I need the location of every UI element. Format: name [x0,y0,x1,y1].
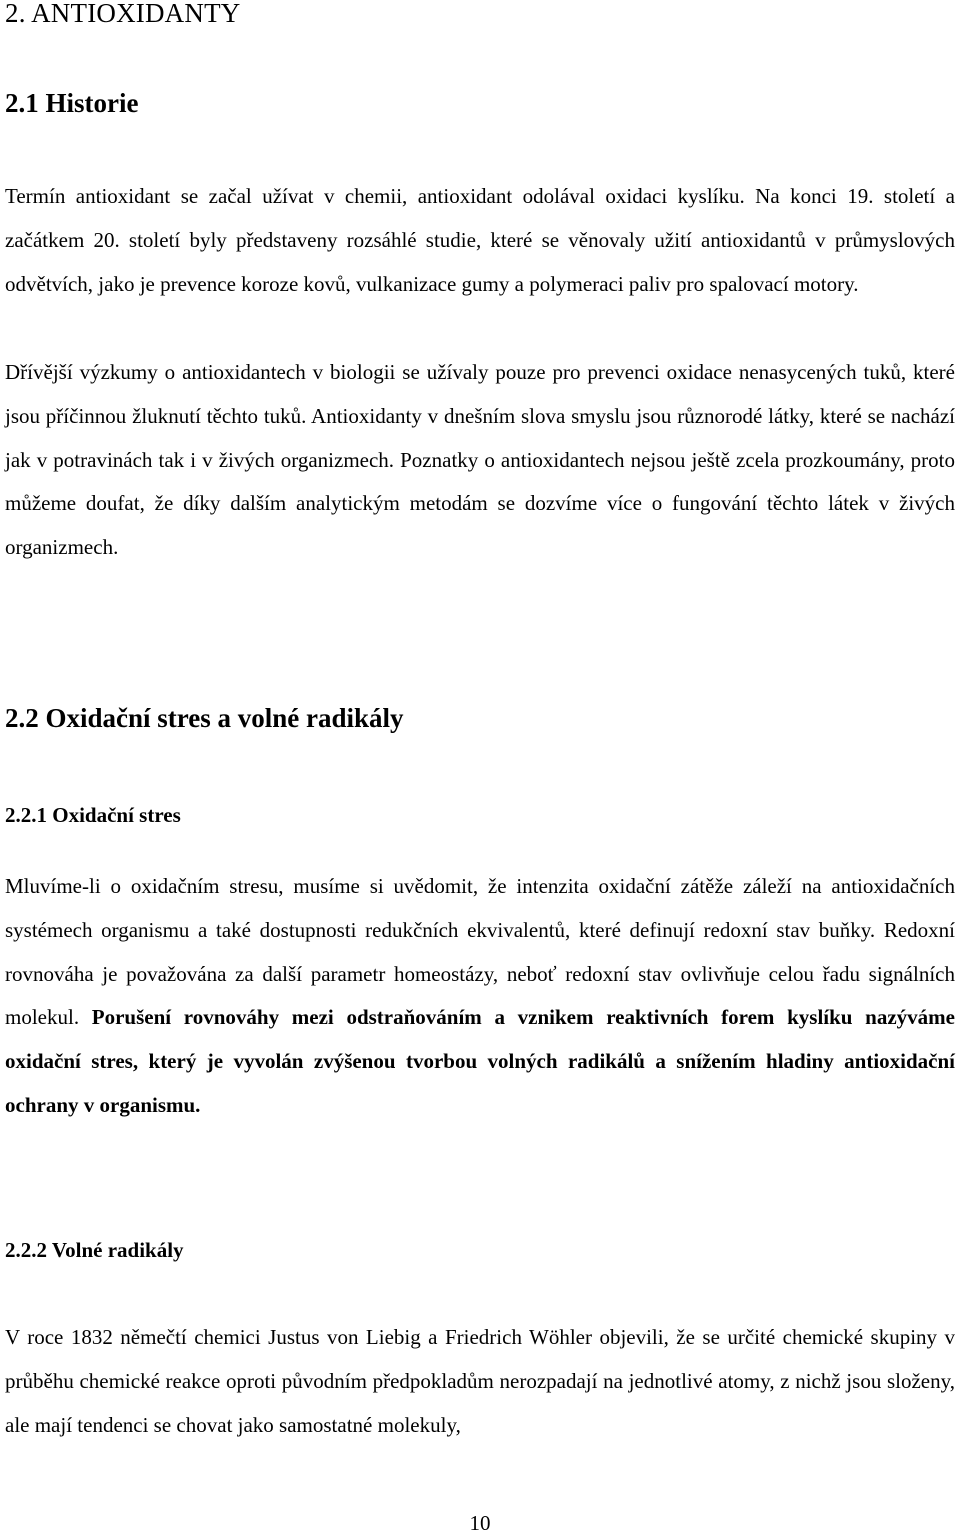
paragraph-historie-1: Termín antioxidant se začal užívat v chemii, antioxidant odolával oxidaci kyslíku. Na konci 19. století a začátkem 20. století byly představeny rozsáhlé studie, které se věnovaly užití antioxidantů v průmyslových odvětvích, jako je prevence koroze kovů, vulkanizace gumy a polymeraci paliv pro spalovací motory. [5,184,955,296]
paragraph-oxidacni-stres-bold: Porušení rovnováhy mezi odstraňováním a vznikem reaktivních forem kyslíku nazýváme oxidační stres, který je vyvolán zvýšenou tvorbou volných radikálů a snížením hladiny antioxidační ochrany v organismu. [5,1005,955,1117]
subsection-heading-oxidacni-stres: 2.2.1 Oxidační stres [5,803,181,827]
paragraph-historie-2: Dřívější výzkumy o antioxidantech v biologii se užívaly pouze pro prevenci oxidace nenasycených tuků, které jsou příčinnou žluknutí těchto tuků. Antioxidanty v dnešním slova smyslu jsou různorodé látky, které se nachází jak v potravinách tak i v živých organizmech. Poznatky o antioxidantech nejsou ještě zcela prozkoumány, proto můžeme doufat, že díky dalším analytickým metodám se dozvíme více o fungování těchto látek v živých organizmech. [5,360,955,560]
paragraph-volne-radikaly: V roce 1832 němečtí chemici Justus von Liebig a Friedrich Wöhler objevili, že se určité chemické skupiny v průběhu chemické reakce oproti původním předpokladům nerozpadají na jednotlivé atomy, z nichž jsou složeny, ale mají tendenci se chovat jako samostatné molekuly, [5,1325,955,1437]
subsection-heading-volne-radikaly: 2.2.2 Volné radikály [5,1238,184,1262]
chapter-heading: 2. ANTIOXIDANTY [5,0,241,28]
page-number: 10 [469,1511,491,1535]
paragraph-oxidacni-stres [5,865,955,1128]
section-heading-oxidacni-stres: 2.2 Oxidační stres a volné radikály [5,703,404,733]
section-heading-historie: 2.1 Historie [5,88,139,118]
paragraph-oxidacni-stres-plain: Mluvíme-li o oxidačním stresu, musíme si uvědomit, že intenzita oxidační zátěže záleží na antioxidačních systémech organismu a také dostupnosti redukčních ekvivalentů, které definují redoxní stav buňky. Redoxní rovnováha je považována za další parametr homeostázy, neboť redoxní stav ovlivňuje celou řadu signálních molekul. [5,874,955,1030]
